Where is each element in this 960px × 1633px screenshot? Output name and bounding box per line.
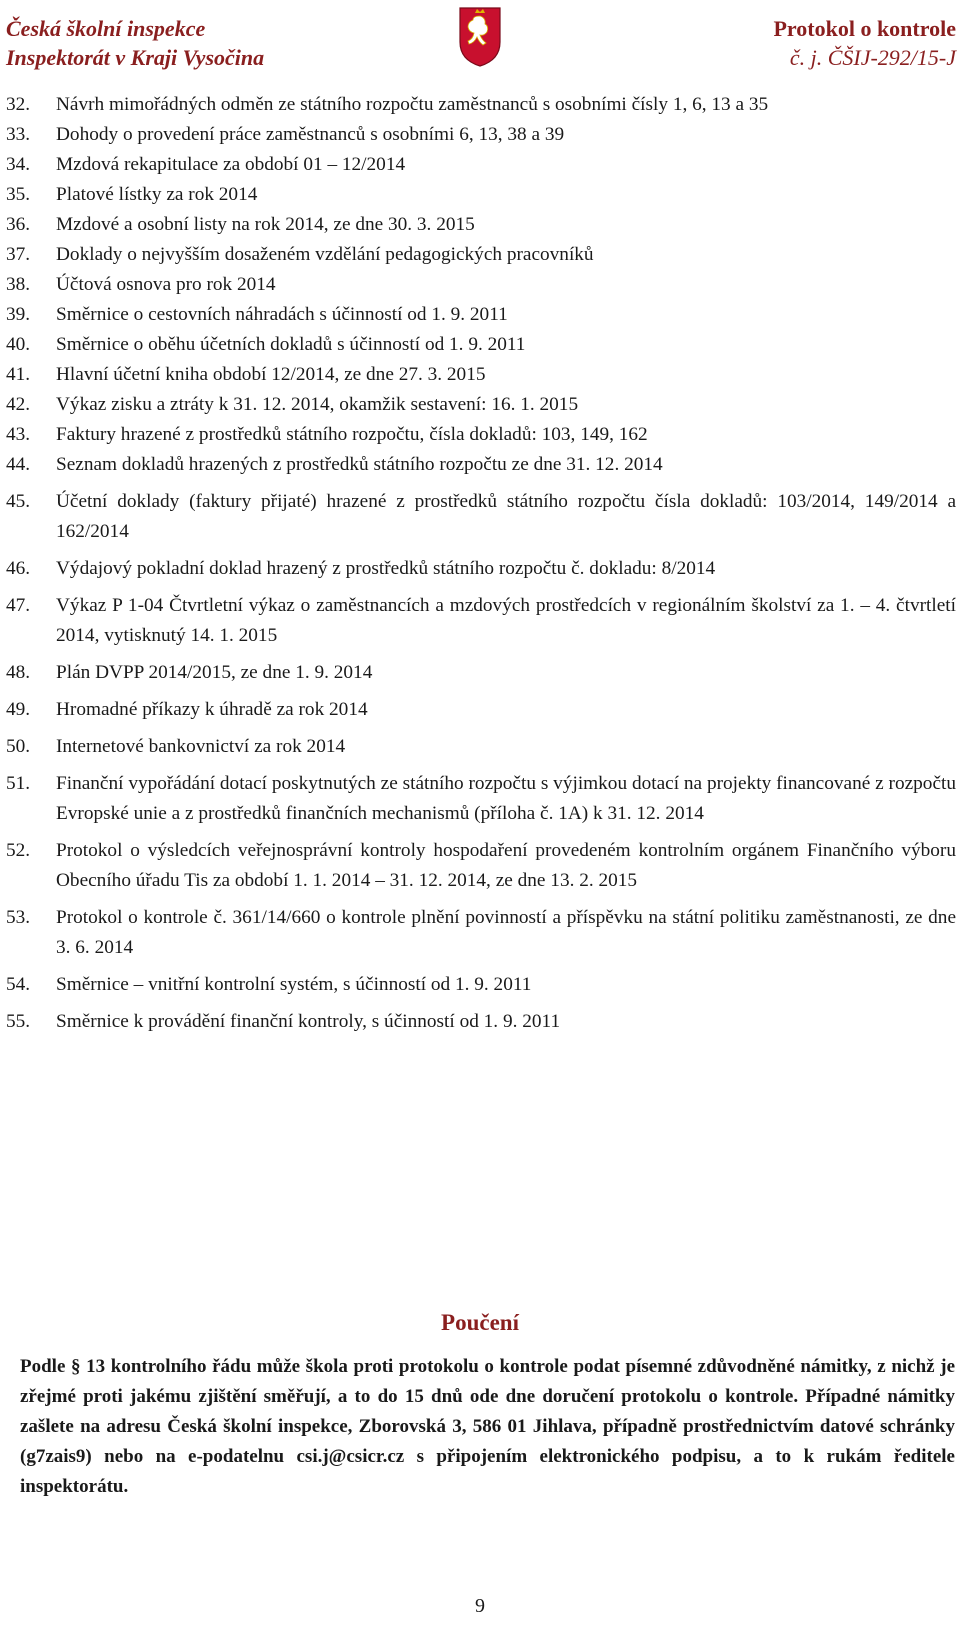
list-item-text: Protokol o výsledcích veřejnosprávní kontroly hospodaření provedeném kontrolním orgánem Finančního výboru Obecního úřadu Tis za období 1. 1. 2014 – 31. 12. 2014, ze dne 13. 2. 2015: [56, 840, 956, 891]
list-item-number: 40.: [6, 334, 31, 355]
list-item-number: 45.: [6, 491, 31, 512]
list-item: [6, 180, 956, 210]
list-item: [6, 360, 956, 390]
list-item-number: 37.: [6, 244, 31, 265]
list-item-number: 35.: [6, 184, 31, 205]
list-item-number: 43.: [6, 424, 31, 445]
list-item-number: 36.: [6, 214, 31, 235]
list-item-text: Účtová osnova pro rok 2014: [56, 274, 276, 295]
list-item: [6, 240, 956, 270]
page-header: [0, 0, 960, 80]
list-item-number: 46.: [6, 558, 31, 579]
list-item: [6, 210, 956, 240]
poucheni-title: Poučení: [441, 1310, 519, 1335]
list-item-number: 55.: [6, 1011, 31, 1032]
list-item: [6, 150, 956, 180]
list-item: [6, 330, 956, 360]
list-item: [6, 300, 956, 330]
list-item-text: Protokol o kontrole č. 361/14/660 o kontrole plnění povinností a příspěvku na státní politiku zaměstnanosti, ze dne 3. 6. 2014: [56, 907, 956, 958]
list-item-number: 50.: [6, 736, 31, 757]
document-list: [6, 90, 956, 1037]
document-title: Protokol o kontrole: [773, 16, 956, 41]
list-item-text: Plán DVPP 2014/2015, ze dne 1. 9. 2014: [56, 662, 373, 683]
list-item-number: 34.: [6, 154, 31, 175]
list-item-number: 41.: [6, 364, 31, 385]
list-item: [6, 487, 956, 547]
list-item-text: Směrnice o cestovních náhradách s účinností od 1. 9. 2011: [56, 304, 508, 325]
list-item-text: Výdajový pokladní doklad hrazený z prostředků státního rozpočtu č. dokladu: 8/2014: [56, 558, 716, 579]
list-item-text: Hromadné příkazy k úhradě za rok 2014: [56, 699, 368, 720]
list-item: [6, 695, 956, 725]
list-item-number: 42.: [6, 394, 31, 415]
list-item-text: Výkaz P 1-04 Čtvrtletní výkaz o zaměstnancích a mzdových prostředcích v regionálním školství za 1. – 4. čtvrtletí 2014, vytisknutý 14. 1. 2015: [56, 595, 956, 646]
list-item: [6, 450, 956, 480]
list-item: [6, 554, 956, 584]
list-item-text: Mzdová rekapitulace za období 01 – 12/2014: [56, 154, 406, 175]
list-item-number: 33.: [6, 124, 31, 145]
list-item-number: 47.: [6, 595, 31, 616]
list-item-number: 51.: [6, 773, 31, 794]
document-id-block: [773, 14, 956, 72]
list-item: [6, 1007, 956, 1037]
list-item-number: 48.: [6, 662, 31, 683]
list-item: [6, 732, 956, 762]
list-item-text: Směrnice k provádění finanční kontroly, s účinností od 1. 9. 2011: [56, 1011, 561, 1032]
list-item-text: Faktury hrazené z prostředků státního rozpočtu, čísla dokladů: 103, 149, 162: [56, 424, 648, 445]
list-item-text: Směrnice o oběhu účetních dokladů s účinností od 1. 9. 2011: [56, 334, 526, 355]
list-item-number: 32.: [6, 94, 31, 115]
list-item-text: Internetové bankovnictví za rok 2014: [56, 736, 346, 757]
list-item: [6, 970, 956, 1000]
list-item: [6, 658, 956, 688]
list-item-number: 54.: [6, 974, 31, 995]
inspectorate-name: Inspektorát v Kraji Vysočina: [6, 45, 265, 70]
state-emblem-icon: [456, 4, 504, 68]
list-item-text: Výkaz zisku a ztráty k 31. 12. 2014, okamžik sestavení: 16. 1. 2015: [56, 394, 579, 415]
list-item-number: 44.: [6, 454, 31, 475]
list-item: [6, 120, 956, 150]
poucheni-text: Podle § 13 kontrolního řádu může škola proti protokolu o kontrole podat písemné zdůvodněné námitky, z nichž je zřejmé proti jakému zjištění směřují, a to do 15 dnů ode dne doručení protokolu o kontrole. Případné námitky zašlete na adresu Česká školní inspekce, Zborovská 3, 586 01 Jihlava, případně prostřednictvím datové schránky (g7zais9) nebo na e-podatelnu csi.j@csicr.cz s připojením elektronického podpisu, a to k rukám ředitele inspektorátu.: [20, 1356, 955, 1497]
list-item: [6, 591, 956, 651]
list-item: [6, 903, 956, 963]
list-item: [6, 270, 956, 300]
reference-number: č. j. ČŠIJ-292/15-J: [789, 45, 956, 70]
list-item-text: Hlavní účetní kniha období 12/2014, ze dne 27. 3. 2015: [56, 364, 486, 385]
list-item-text: Dohody o provedení práce zaměstnanců s osobními 6, 13, 38 a 39: [56, 124, 565, 145]
list-item-text: Návrh mimořádných odměn ze státního rozpočtu zaměstnanců s osobními čísly 1, 6, 13 a 35: [56, 94, 769, 115]
list-item-number: 49.: [6, 699, 31, 720]
list-item-number: 39.: [6, 304, 31, 325]
list-item-text: Finanční vypořádání dotací poskytnutých ze státního rozpočtu s výjimkou dotací na projekty financované z rozpočtu Evropské unie a z prostředků finančních mechanismů (příloha č. 1A) k 31. 12. 2014: [56, 773, 956, 824]
list-item-text: Seznam dokladů hrazených z prostředků státního rozpočtu ze dne 31. 12. 2014: [56, 454, 663, 475]
list-item-number: 38.: [6, 274, 31, 295]
list-item-text: Účetní doklady (faktury přijaté) hrazené z prostředků státního rozpočtu čísla dokladů: 103/2014, 149/2014 a 162/2014: [56, 491, 956, 542]
list-item: [6, 836, 956, 896]
page-number: 9: [475, 1595, 485, 1617]
list-item-number: 52.: [6, 840, 31, 861]
list-item-text: Mzdové a osobní listy na rok 2014, ze dne 30. 3. 2015: [56, 214, 475, 235]
list-item-text: Směrnice – vnitřní kontrolní systém, s účinností od 1. 9. 2011: [56, 974, 532, 995]
list-item: [6, 390, 956, 420]
organization-name: Česká školní inspekce: [6, 16, 206, 41]
list-item: [6, 90, 956, 120]
organization-block: [6, 14, 264, 72]
list-item-number: 53.: [6, 907, 31, 928]
list-item: [6, 769, 956, 829]
list-item-text: Platové lístky za rok 2014: [56, 184, 258, 205]
list-item: [6, 420, 956, 450]
list-item-text: Doklady o nejvyšším dosaženém vzdělání pedagogických pracovníků: [56, 244, 594, 265]
